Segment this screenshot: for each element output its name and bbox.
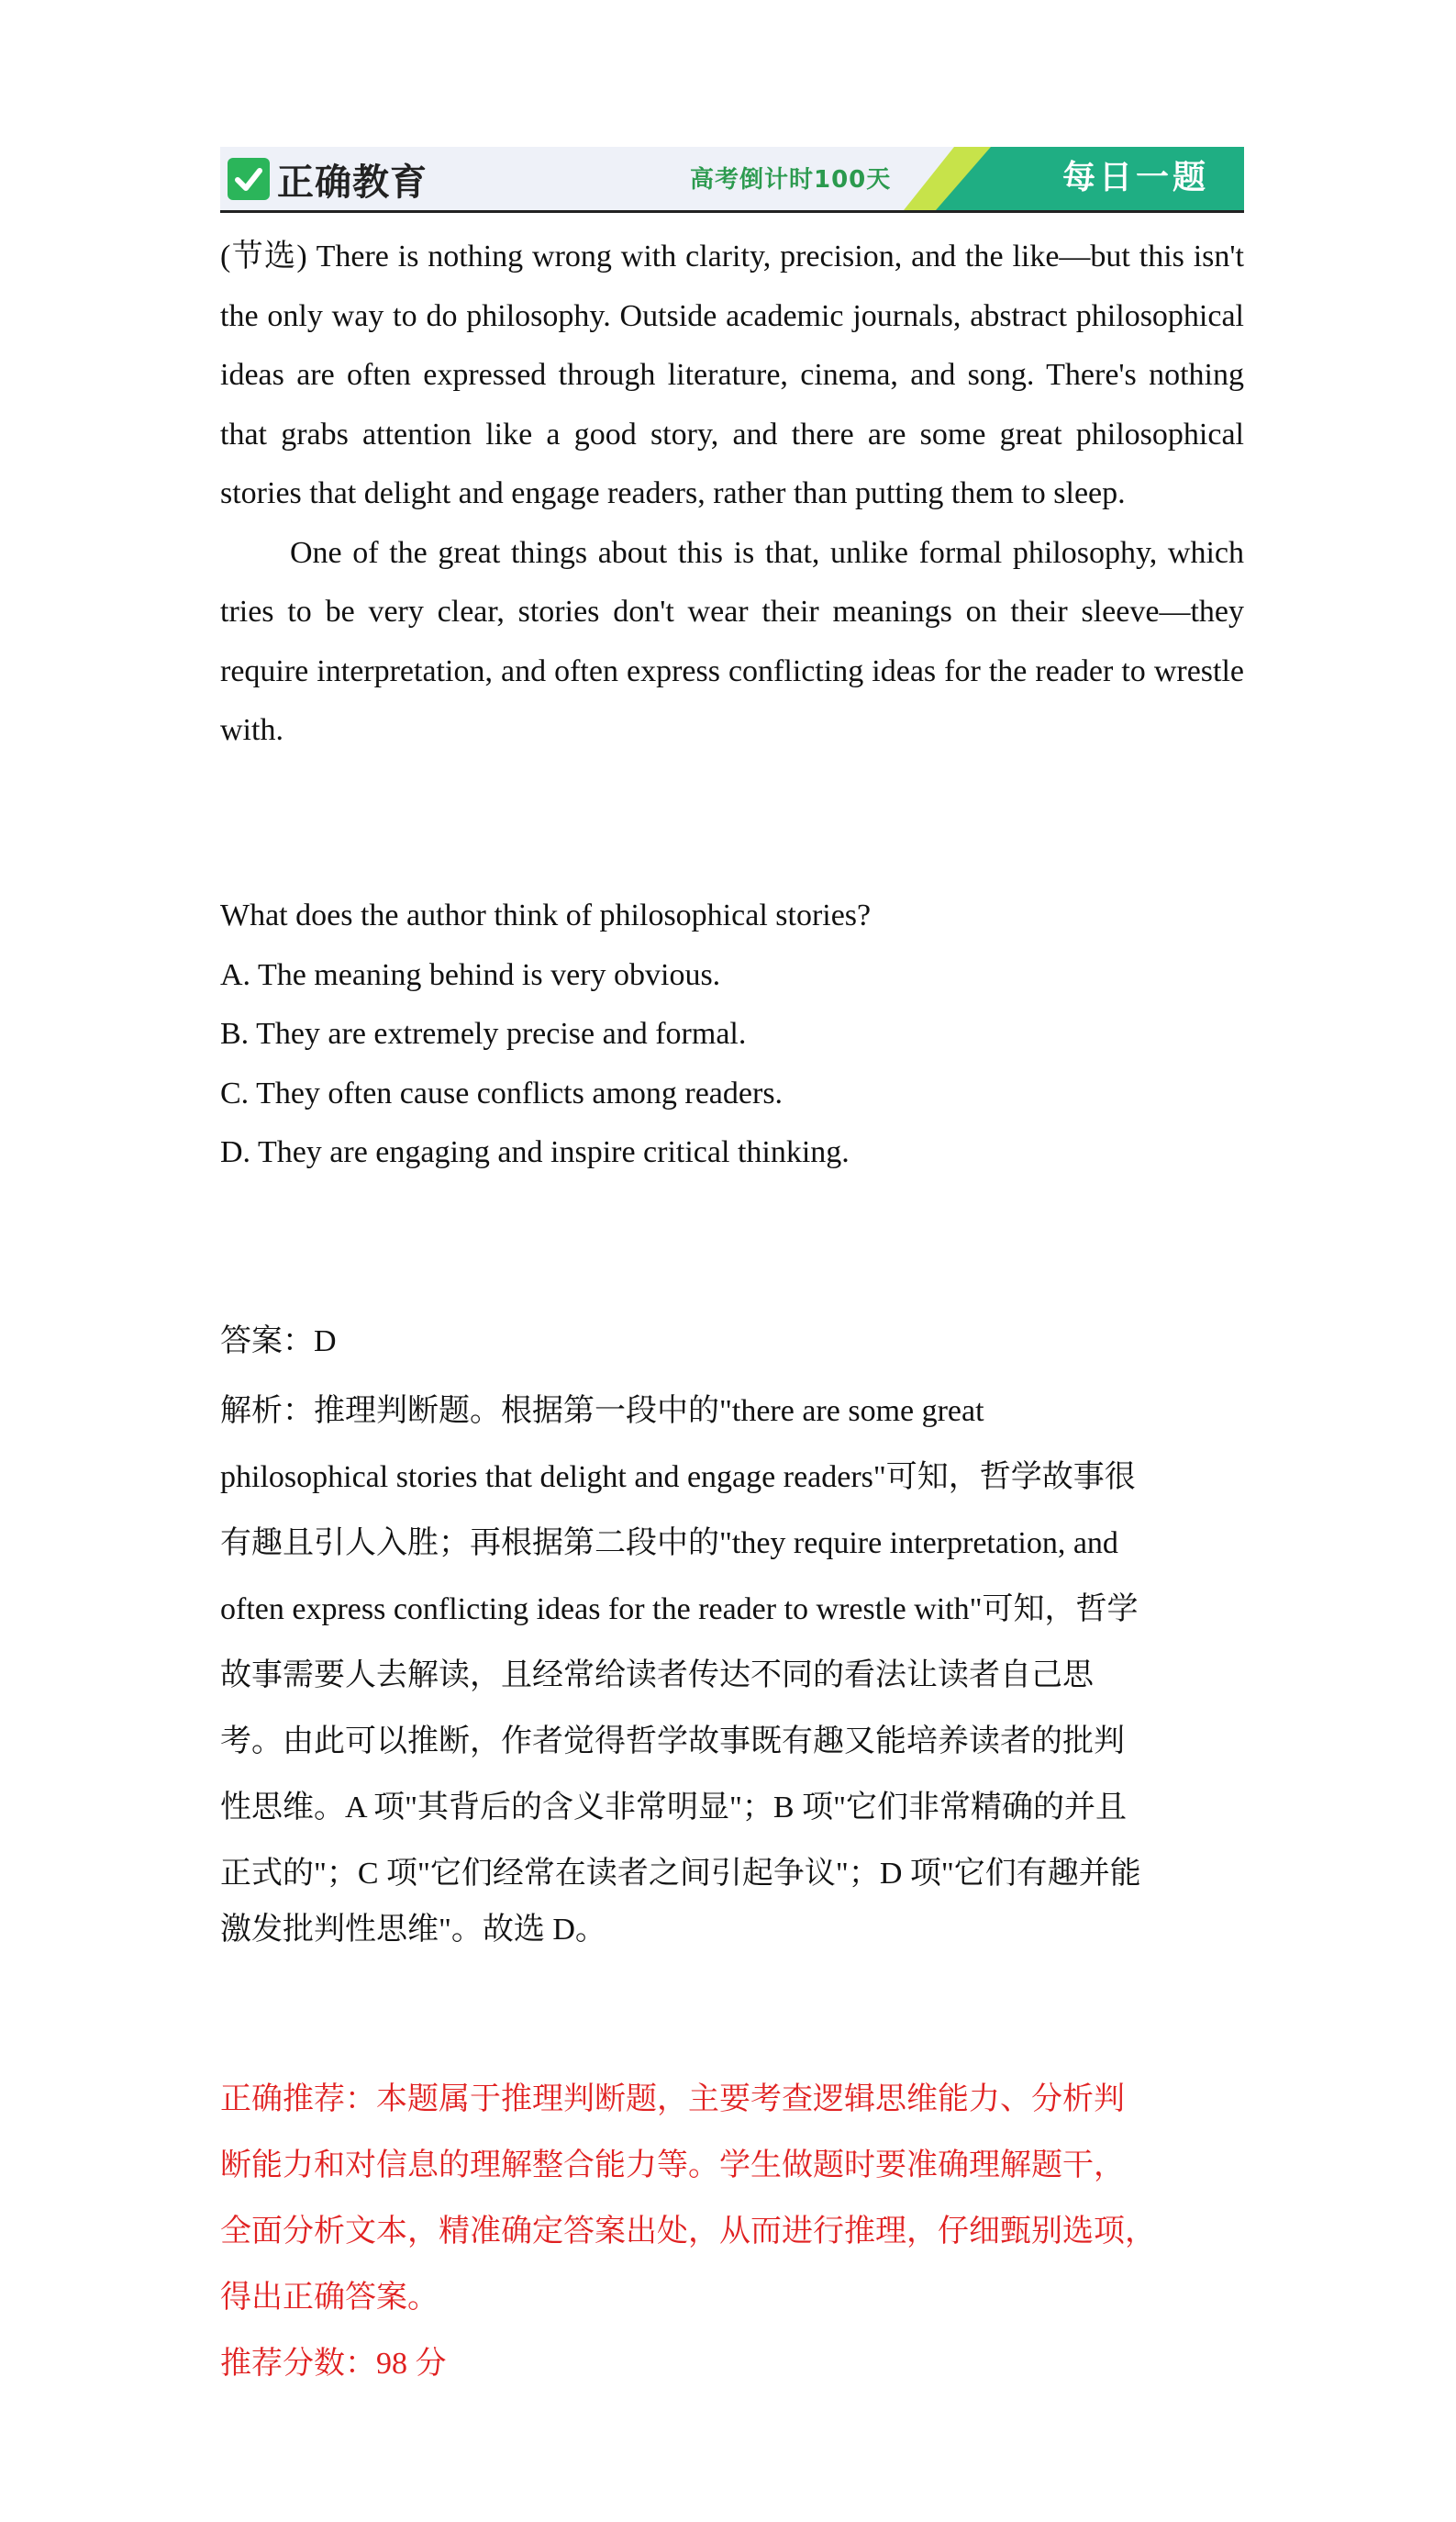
- analysis-line: 性思维。A 项"其背后的含义非常明显"；B 项"它们非常精确的并且: [220, 1791, 1127, 1825]
- brand-logo: [228, 154, 428, 204]
- recommendation-line: 正确推荐：本题属于推理判断题，主要考查逻辑思维能力、分析判: [220, 2082, 1125, 2116]
- header-banner: [220, 147, 1244, 213]
- option-c: C. They often cause conflicts among readers.: [220, 1076, 784, 1110]
- reading-passage: [220, 228, 1244, 761]
- countdown-label: 高考倒计时100天: [690, 166, 892, 194]
- option-b: B. They are extremely precise and formal.: [220, 1017, 747, 1051]
- analysis-line: 解析：推理判断题。根据第一段中的"there are some great: [220, 1394, 984, 1428]
- analysis-line: 激发批判性思维"。故选 D。: [220, 1913, 606, 1947]
- recommendation-line: 断能力和对信息的理解整合能力等。学生做题时要准确理解题干，: [220, 2148, 1125, 2182]
- analysis-block: [220, 1378, 1244, 1953]
- recommendation-score: 推荐分数：98 分: [220, 2347, 447, 2381]
- recommendation-line: 得出正确答案。: [220, 2281, 439, 2315]
- passage-paragraph-1: (节选) There is nothing wrong with clarity, precision, and the like—but this isn't the only way to do philosophy. Outside academic journals, abstract philosophical ideas are often expressed through literature, cinema, and song. There's nothing that grabs attention like a good story, and there are some great philosophical stories that delight and engage readers, rather than putting them to sleep.: [220, 240, 1244, 510]
- brand-name: 正确教育: [277, 161, 428, 204]
- analysis-line: philosophical stories that delight and engage readers"可知，哲学故事很: [220, 1460, 1136, 1494]
- recommendation-block: [220, 2067, 1244, 2397]
- question-block: [220, 887, 1244, 1183]
- passage-paragraph-2: One of the great things about this is that, unlike formal philosophy, which tries to be very clear, stories don't wear their meanings on their sleeve—they require interpretation, and often express conflicting ideas for the reader to wrestle with.: [220, 535, 1244, 747]
- analysis-line: 正式的"；C 项"它们经常在读者之间引起争议"；D 项"它们有趣并能: [220, 1857, 1141, 1891]
- analysis-line: often express conflicting ideas for the reader to wrestle with"可知，哲学: [220, 1592, 1139, 1626]
- check-icon: [228, 158, 270, 200]
- option-d: D. They are engaging and inspire critical thinking.: [220, 1135, 850, 1169]
- question-stem: What does the author think of philosophical stories?: [220, 898, 872, 932]
- daily-question-label: 每日一题: [1061, 159, 1209, 196]
- option-a: A. The meaning behind is very obvious.: [220, 957, 721, 992]
- answer-line: 答案：D: [220, 1324, 337, 1358]
- analysis-line: 故事需要人去解读，且经常给读者传达不同的看法让读者自己思: [220, 1658, 1094, 1692]
- analysis-line: 考。由此可以推断，作者觉得哲学故事既有趣又能培养读者的批判: [220, 1724, 1125, 1758]
- recommendation-line: 全面分析文本，精准确定答案出处，从而进行推理，仔细甄别选项，: [220, 2215, 1156, 2249]
- analysis-line: 有趣且引人入胜；再根据第二段中的"they require interpretation, and: [220, 1526, 1118, 1560]
